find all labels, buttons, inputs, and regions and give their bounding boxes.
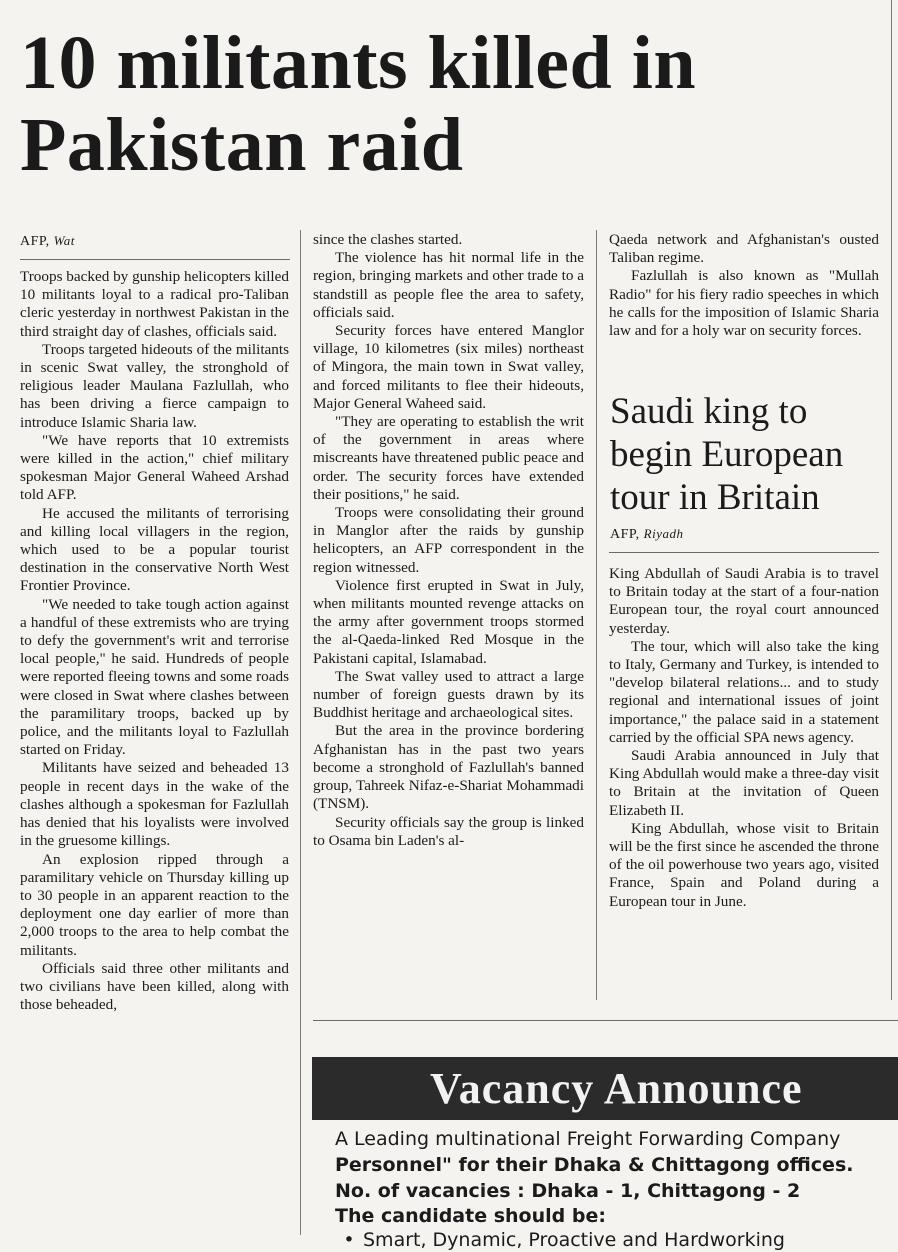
paragraph: An explosion ripped through a paramilitary vehicle on Thursday killing up to 30 people in an apparent reaction to the deployment one day earlier of more than 2,000 troops to the area to help combat the militants. [20,850,289,959]
headline-line-1: 10 militants killed in [20,21,697,105]
paragraph: since the clashes started. [313,231,463,248]
paragraph: He accused the militants of terrorising and killing local villagers in the region, which used to be a popular tourist destination in the conservative North West Frontier Province. [20,504,289,595]
paragraph: The violence has hit normal life in the region, bringing markets and other trade to a standstill as people flee the area to safety, officials said. [313,249,584,321]
side-byline-agency: AFP, [610,527,640,542]
paragraph: "They are operating to establish the writ of the government in areas where miscreants have threatened public peace and order. The security forces have extended their positions," he said. [313,413,584,503]
side-byline-place: Riyadh [643,526,684,541]
byline-agency: AFP, [20,234,50,249]
paragraph: Officials said three other militants and two civilians have been killed, along with those beheaded, [20,959,289,1014]
byline-place: Wat [53,233,75,248]
paragraph: King Abdullah, whose visit to Britain will be the first since he ascended the throne of the oil powerhouse two years ago, visited France, Spain and Poland during a European tour in June. [609,819,879,910]
main-byline [20,233,75,250]
ad-top-rule [313,1020,898,1021]
vacancy-bullet-1 [335,1228,898,1252]
side-byline [610,526,683,543]
article-column-2 [313,231,584,1001]
vacancy-line-2 [335,1153,898,1177]
paragraph: Fazlullah is also known as "Mullah Radio" for his fiery radio speeches in which he calls for the imposition of Islamic Sharia law and for a holy war on security forces. [609,267,879,340]
paragraph: Troops were consolidating their ground in Manglor after the raids by gunship helicopters, an AFP correspondent in the region witnessed. [313,504,584,576]
paragraph: "We needed to take tough action against a handful of these extremists who are trying to defy the government's writ and terrorise local people," he said. Hundreds of people were reported fleeing towns and some roads were closed in Swat where clashes between the paramilitary troops, backed up by police, and the militants loyal to Fazlullah started on Friday. [20,595,289,759]
main-headline [20,22,890,186]
vacancy-title: Vacancy Announce [430,1064,803,1113]
side-headline: Saudi king to begin European tour in Britain [610,391,844,518]
article-column-1 [20,268,289,1232]
vacancy-bullet-1-text: Smart, Dynamic, Proactive and Hardworking [363,1229,785,1251]
column-divider [596,230,597,1000]
side-byline-rule [609,552,879,553]
paragraph: Saudi Arabia announced in July that King Abdullah would make a three-day visit to Britain at the invitation of Queen Elizabeth II. [609,747,879,819]
vacancy-line-3: No. of vacancies : Dhaka - 1, Chittagong - 2 [335,1180,801,1202]
vacancy-line-1: A Leading multinational Freight Forwarding Company [335,1128,841,1150]
paragraph: Security forces have entered Manglor village, 10 kilometres (six miles) northeast of Mingora, the main town in Swat valley, and forced militants to flee their hideouts, Major General Waheed said. [313,322,584,412]
byline-rule [20,259,290,260]
bullet-icon: • [343,1229,355,1251]
paragraph: Militants have seized and beheaded 13 people in recent days in the wake of the clashes although a spokesman for Fazlullah has denied that his loyalists were involved in the gruesome killings. [20,759,289,850]
paragraph: Violence first erupted in Swat in July, when militants mounted revenge attacks on the army after government troops stormed the al-Qaeda-linked Red Mosque in the Pakistani capital, Islamabad. [313,576,584,667]
paragraph: The tour, which will also take the king to Italy, Germany and Turkey, is intended to "develop bilateral relations... and to study regional and international issues of joint importance," the palace said in a statement carried by the official SPA news agency. [609,637,879,746]
paragraph: Security officials say the group is linked to Osama bin Laden's al- [313,813,584,849]
paragraph: The Swat valley used to attract a large number of foreign guests drawn by its Buddhist heritage and archaeological sites. [313,667,584,722]
paragraph: "We have reports that 10 extremists were killed in the action," chief military spokesman Major General Waheed Arshad told AFP. [20,431,289,504]
paragraph: Qaeda network and Afghanistan's ousted Taliban regime. [609,231,879,267]
headline-line-2: Pakistan raid [20,103,464,187]
paragraph: Troops backed by gunship helicopters killed 10 militants loyal to a radical pro-Taliban cleric yesterday in northwest Pakistan in the third straight day of clashes, officials said. [20,268,289,340]
vacancy-line-4: The candidate should be: [335,1205,606,1227]
column-divider [300,230,301,1235]
side-article-body [609,565,879,995]
page-edge-rule [891,0,892,1000]
vacancy-line-2-text: Personnel" for their Dhaka & Chittagong offices. [335,1154,854,1176]
article-column-3 [609,231,879,381]
paragraph: Troops targeted hideouts of the militants in scenic Swat valley, the stronghold of religious leader Maulana Fazlullah, who has been driving a fierce campaign to introduce Islamic Sharia law. [20,340,289,431]
paragraph: King Abdullah of Saudi Arabia is to travel to Britain today at the start of a four-nation European tour, the royal court announced yesterday. [609,565,879,637]
paragraph: But the area in the province bordering Afghanistan has in the past two years become a stronghold of Fazlullah's banned group, Tahreek Nifaz-e-Shariat Mohammadi (TNSM). [313,722,584,813]
